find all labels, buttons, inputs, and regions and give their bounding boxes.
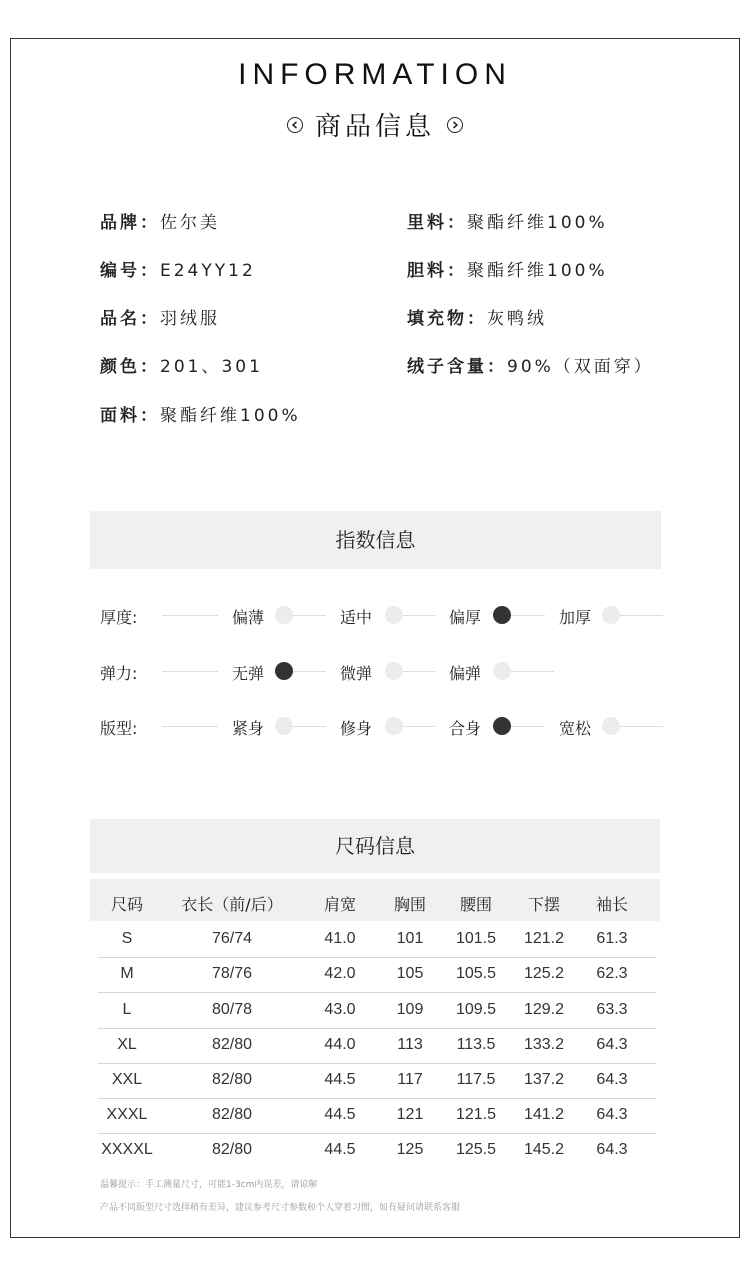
size-column-header: 袖长: [595, 895, 628, 914]
size-cell: 44.5: [324, 1141, 356, 1158]
size-row-divider: [98, 1098, 656, 1099]
size-title: 尺码信息: [90, 819, 660, 873]
size-cell: 133.2: [523, 1036, 565, 1053]
size-cell: 82/80: [211, 1106, 253, 1123]
size-row-divider: [98, 1133, 656, 1134]
size-column-header: 下摆: [527, 895, 560, 914]
size-cell: 121.2: [523, 930, 565, 947]
size-row-divider: [98, 1028, 656, 1029]
index-option: 偏弹: [435, 661, 495, 684]
index-option: 微弹: [326, 661, 386, 684]
size-cell: 117.5: [456, 1071, 496, 1088]
index-option: 修身: [326, 716, 386, 739]
info-name: 品名：羽绒服: [100, 309, 220, 329]
size-column-header: 腰围: [459, 895, 492, 914]
size-cell: M: [120, 965, 134, 982]
size-cell: XL: [117, 1036, 137, 1053]
index-option: 偏薄: [218, 605, 278, 628]
size-cell: 41.0: [324, 930, 356, 947]
size-row-divider: [98, 992, 656, 993]
size-cell: 121.5: [455, 1106, 497, 1123]
size-cell: 113.5: [456, 1036, 496, 1053]
size-cell: 145.2: [523, 1141, 565, 1158]
size-cell: 101: [396, 930, 424, 947]
title-chinese: [0, 106, 750, 143]
info-code: 编号：E24YY12: [100, 261, 256, 281]
size-cell: 125: [396, 1141, 424, 1158]
size-column-header: 胸围: [393, 895, 426, 914]
info-inner: 胆料：聚酯纤维100%: [407, 261, 608, 281]
size-cell: 105: [396, 965, 424, 982]
size-column-header: 肩宽: [323, 895, 356, 914]
index-dot: [275, 606, 293, 624]
size-cell: 44.5: [324, 1071, 356, 1088]
info-down-content: 绒子含量：90%（双面穿）: [407, 357, 654, 377]
title-english: INFORMATION: [238, 58, 512, 91]
size-cell: 76/74: [211, 930, 253, 947]
size-cell: S: [121, 930, 133, 947]
index-dot: [602, 717, 620, 735]
size-cell: XXXL: [106, 1106, 148, 1123]
size-cell: 62.3: [596, 965, 628, 982]
note-fit: 产品不同版型尺寸选择稍有差异，建议参考尺寸参数和个人穿着习惯，如有疑问请联系客服: [100, 1203, 461, 1213]
index-dot: [385, 662, 403, 680]
size-cell: 63.3: [596, 1001, 628, 1018]
size-cell: 121: [396, 1106, 424, 1123]
index-title: 指数信息: [90, 511, 661, 569]
size-cell: 105.5: [455, 965, 497, 982]
index-dot: [602, 606, 620, 624]
index-dot: [275, 717, 293, 735]
index-dot-selected: [493, 717, 511, 735]
left-arrow-icon: [287, 117, 303, 133]
size-cell: 109: [396, 1001, 424, 1018]
size-cell: XXXXL: [101, 1141, 153, 1158]
size-cell: 80/78: [211, 1001, 253, 1018]
info-brand: 品牌：佐尔美: [100, 213, 220, 233]
size-cell: 64.3: [596, 1036, 628, 1053]
index-option: 无弹: [218, 661, 278, 684]
index-dot-selected: [275, 662, 293, 680]
note-measure: 温馨提示：手工测量尺寸，可能1-3cm内误差，请谅解: [100, 1180, 318, 1190]
size-cell: 44.0: [324, 1036, 356, 1053]
size-cell: 43.0: [324, 1001, 356, 1018]
size-cell: 125.2: [523, 965, 565, 982]
index-row-label: 弹力:: [100, 664, 138, 683]
title-chinese-text: 商品信息: [314, 112, 435, 142]
info-color: 颜色：201、301: [100, 357, 263, 377]
size-cell: 117: [397, 1071, 423, 1088]
index-option: 合身: [435, 716, 495, 739]
index-row-label: 厚度:: [100, 608, 138, 627]
size-column-header: 尺码: [110, 895, 143, 914]
index-option: 加厚: [545, 605, 605, 628]
size-cell: 109.5: [455, 1001, 497, 1018]
index-option: 宽松: [545, 716, 605, 739]
index-row-label: 版型:: [100, 719, 138, 738]
size-cell: 42.0: [324, 965, 356, 982]
size-cell: 137.2: [523, 1071, 565, 1088]
index-dot: [493, 662, 511, 680]
size-cell: 141.2: [523, 1106, 565, 1123]
size-cell: 61.3: [596, 930, 628, 947]
index-dot: [385, 717, 403, 735]
size-cell: 129.2: [523, 1001, 565, 1018]
size-column-header: 衣长（前/后）: [181, 895, 283, 914]
index-option: 紧身: [218, 716, 278, 739]
size-cell: 82/80: [211, 1141, 253, 1158]
size-cell: 78/76: [211, 965, 253, 982]
size-cell: 125.5: [455, 1141, 497, 1158]
size-cell: 64.3: [596, 1071, 628, 1088]
size-cell: 64.3: [596, 1106, 628, 1123]
index-option: 适中: [326, 605, 386, 628]
info-filling: 填充物：灰鸭绒: [407, 309, 547, 329]
index-option: 偏厚: [435, 605, 495, 628]
size-cell: 82/80: [211, 1036, 253, 1053]
size-cell: 101.5: [455, 930, 497, 947]
index-dot-selected: [493, 606, 511, 624]
size-cell: L: [122, 1001, 132, 1018]
size-cell: 113: [397, 1036, 423, 1053]
right-arrow-icon: [447, 117, 463, 133]
info-fabric: 面料：聚酯纤维100%: [100, 406, 301, 426]
info-lining: 里料：聚酯纤维100%: [407, 213, 608, 233]
size-row-divider: [98, 1063, 656, 1064]
size-cell: 44.5: [324, 1106, 356, 1123]
index-dot: [385, 606, 403, 624]
size-row-divider: [98, 957, 656, 958]
size-cell: XXL: [111, 1071, 143, 1088]
size-cell: 64.3: [596, 1141, 628, 1158]
size-cell: 82/80: [211, 1071, 253, 1088]
